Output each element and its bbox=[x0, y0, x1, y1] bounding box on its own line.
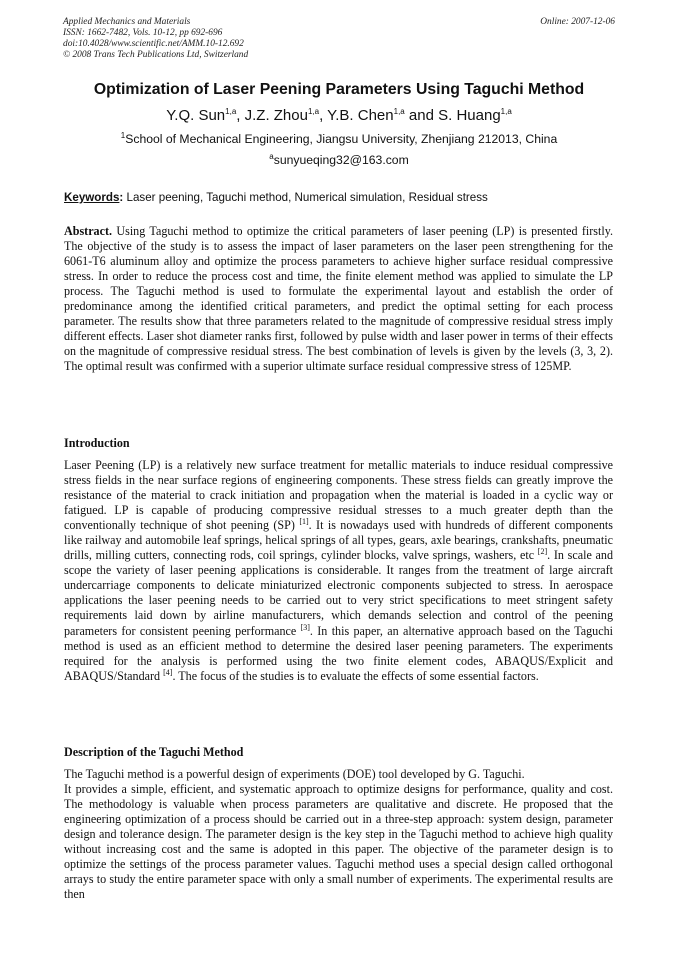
intro-text: . In scale and scope the variety of laser peening applications is considerable. It ranges from the treatment of large aircraft undercarriage components to delicate miniaturized electronic components subjected to stress. In aerospace applications the laser peening needs to be carried out to very strict specifications to meet stringent safety requirements laid down by airline manufacturers, which demands selection and control of the peening parameters for consistent peening performance bbox=[64, 548, 613, 638]
affiliation bbox=[40, 131, 638, 147]
author-affiliation-mark: 1,a bbox=[225, 107, 237, 116]
keywords-text: Laser peening, Taguchi method, Numerical simulation, Residual stress bbox=[123, 191, 488, 204]
abstract-label: Abstract. bbox=[64, 224, 113, 238]
affiliation-text: School of Mechanical Engineering, Jiangsu University, Zhenjiang 212013, China bbox=[125, 132, 558, 146]
introduction-body bbox=[64, 458, 613, 684]
journal-copyright: © 2008 Trans Tech Publications Ltd, Switzerland bbox=[63, 50, 249, 60]
email-mark: a bbox=[269, 151, 274, 161]
taguchi-heading: Description of the Taguchi Method bbox=[64, 745, 244, 759]
online-date: Online: 2007-12-06 bbox=[540, 17, 615, 27]
affiliation-mark: 1 bbox=[120, 130, 126, 140]
abstract-text: Using Taguchi method to optimize the critical parameters of laser peening (LP) is presented firstly. The objective of the study is to assess the impact of laser parameters on the laser peen strengthening for the 6061-T6 aluminum alloy and optimize the process parameters to achieve higher surface residual compressive stress. In order to reduce the process cost and time, the finite element method was applied to simulate the LP process. The Taguchi method is used to formulate the experimental layout and establish the order of predominance among the identified critical parameters, and predict the optimal setting for each process parameter. The results show that three parameters related to the magnitude of compressive residual stress imply different effects. Laser shot diameter ranks first, followed by pulse width and laser power in terms of their effects on the magnitude of compressive residual stress. The best combination of levels is given by the levels (3, 3, 2). The optimal result was confirmed with a superior ultimate surface residual compressive stress of 125MP. bbox=[64, 224, 613, 374]
author-name: Y.Q. Sun bbox=[166, 107, 226, 124]
journal-issn: ISSN: 1662-7482, Vols. 10-12, pp 692-696 bbox=[63, 28, 223, 38]
citation-2[interactable]: [2] bbox=[537, 547, 548, 557]
taguchi-body bbox=[64, 767, 613, 902]
citation-1[interactable]: [1] bbox=[299, 517, 309, 527]
author-separator: , bbox=[319, 107, 328, 124]
taguchi-first-line: The Taguchi method is a powerful design of experiments (DOE) tool developed by G. Taguchi. bbox=[64, 767, 525, 781]
paper-title: Optimization of Laser Peening Parameters Using Taguchi Method bbox=[93, 81, 585, 98]
intro-text: Laser Peening (LP) is a relatively new surface treatment for metallic materials to induce residual compressive stress fields in the near surface regions of engineering components. These stress fields can greatly improve the resistance of the material to crack initiation and propagation when the material is loaded in a cyclic way or fatigued. LP is capable of producing compressive residual stresses to a much greater depth than the conventionally technique of shot peening (SP) bbox=[64, 458, 613, 533]
author-name: S. Huang bbox=[438, 107, 501, 124]
taguchi-paragraph: It provides a simple, efficient, and systematic approach to optimize designs for performance, quality and cost. The methodology is valuable when process parameters are qualitative and discrete. He proposed that the engineering optimization of a process should be carried out in a three-step approach: system design, parameter design and tolerance design. The parameter design is the key step in the Taguchi method to achieve high quality without increasing cost and the same is adopted in this paper. The objective of the parameter design is to optimize the settings of the process parameter values. Taguchi method uses a special design called orthogonal arrays to study the entire parameter space with only a small number of experiments. The experimental results are then bbox=[64, 782, 613, 902]
keywords-line bbox=[64, 190, 614, 205]
author-separator: and bbox=[404, 107, 439, 124]
citation-4[interactable]: [4] bbox=[163, 667, 173, 677]
keywords-colon: : bbox=[119, 191, 124, 204]
citation-3[interactable]: [3] bbox=[300, 622, 310, 632]
journal-doi[interactable]: doi:10.4028/www.scientific.net/AMM.10-12.692 bbox=[63, 39, 244, 49]
intro-text: . The focus of the studies is to evaluate the effects of some essential factors. bbox=[172, 668, 539, 683]
author-name: J.Z. Zhou bbox=[244, 107, 308, 124]
intro-text: . It is nowadays used with hundreds of different components like railway and automobile leaf springs, helical springs of all types, gears, axle bearings, crankshafts, pneumatic drills, milling cutters, connecting rods, coil springs, cylinder blocks, valve springs, washers, etc bbox=[64, 518, 613, 563]
abstract bbox=[64, 224, 613, 374]
author-email bbox=[40, 152, 638, 168]
journal-name: Applied Mechanics and Materials bbox=[63, 17, 191, 27]
journal-header bbox=[63, 17, 248, 61]
author-affiliation-mark: 1,a bbox=[307, 107, 320, 116]
author-list bbox=[40, 106, 638, 125]
author-name: Y.B. Chen bbox=[327, 107, 394, 124]
email-address[interactable]: sunyueqing32@163.com bbox=[273, 153, 409, 167]
author-affiliation-mark: 1,a bbox=[393, 107, 405, 116]
author-separator: , bbox=[236, 107, 245, 124]
introduction-heading: Introduction bbox=[64, 436, 130, 450]
keywords-label: Keywords bbox=[64, 191, 120, 204]
intro-text: . In this paper, an alternative approach based on the Taguchi method is used as an efficient method to determine the desired laser peening parameters. The experiments required for the analysis is performed using the two finite element codes, ABAQUS/Explicit and ABAQUS/Standard bbox=[64, 623, 613, 683]
author-affiliation-mark: 1,a bbox=[500, 107, 512, 116]
